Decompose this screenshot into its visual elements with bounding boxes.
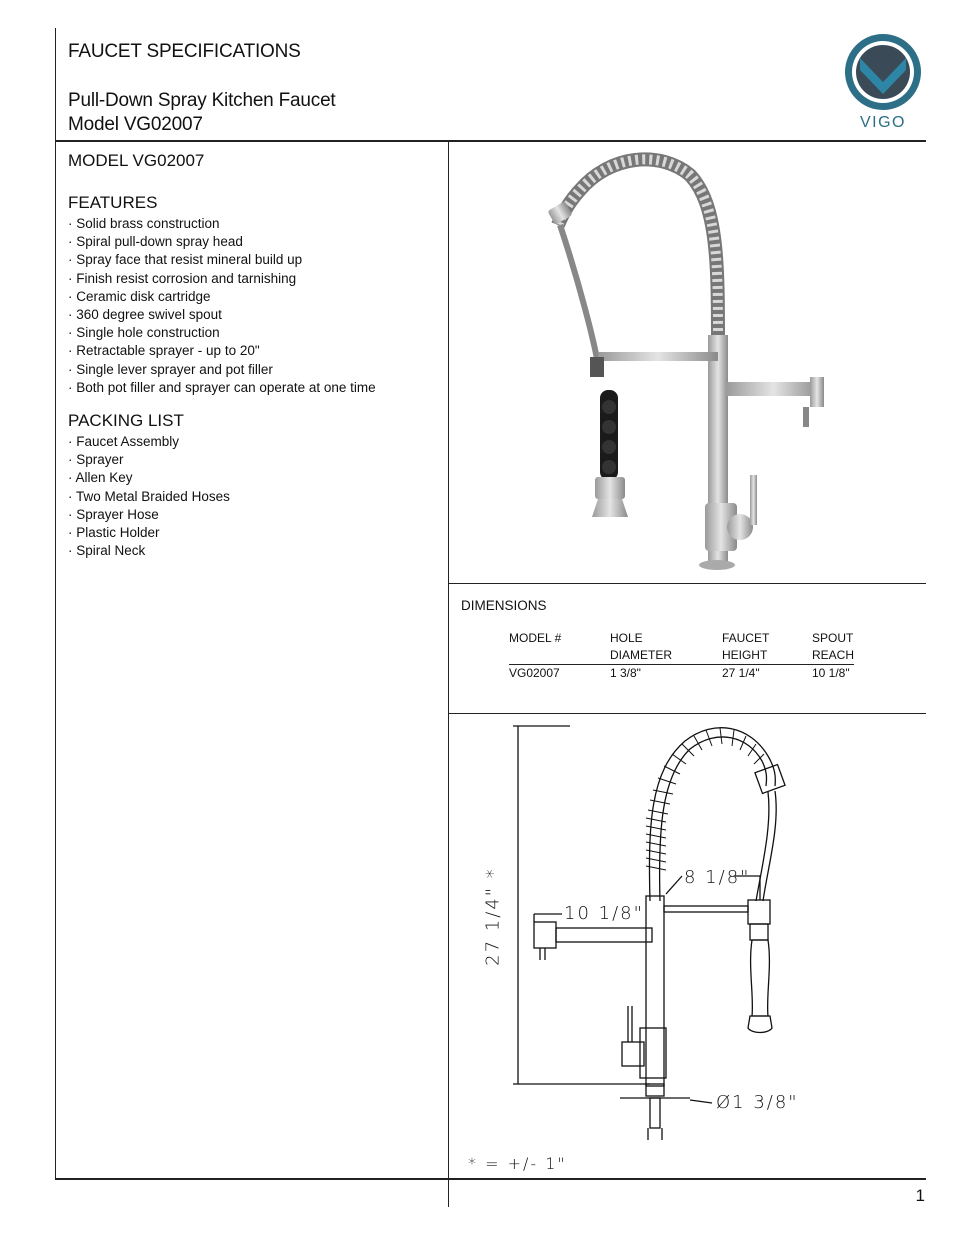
list-item: · Spray face that resist mineral build up: [68, 251, 438, 269]
table-row: [509, 665, 854, 683]
dimensions-table: [509, 630, 854, 682]
technical-drawing: [450, 716, 926, 1176]
column-header: MODEL #: [509, 631, 562, 645]
table-header-row: [509, 630, 854, 665]
column-header: FAUCET HEIGHT: [721, 631, 770, 662]
list-item: · Single lever sprayer and pot filler: [68, 361, 438, 379]
list-item: · Sprayer Hose: [68, 506, 438, 524]
list-item: · Spiral pull-down spray head: [68, 233, 438, 251]
list-item: · Allen Key: [68, 469, 438, 487]
photo-bottom-rule: [448, 583, 926, 584]
list-item: · 360 degree swivel spout: [68, 306, 438, 324]
features-list: [68, 215, 438, 397]
table-cell: 10 1/8": [811, 666, 850, 680]
document-title: FAUCET SPECIFICATIONS: [68, 41, 301, 62]
footer-rule: [55, 1178, 926, 1180]
hole-diameter-label: Ø1 3/8": [716, 1092, 799, 1113]
page-number: 1: [915, 1186, 925, 1205]
column-divider-line: [448, 141, 449, 1207]
table-cell: 1 3/8": [609, 666, 641, 680]
reach-dimension-label: 10 1/8": [564, 903, 644, 924]
sprayer-dimension-label: 8 1/8": [684, 867, 751, 888]
list-item: · Finish resist corrosion and tarnishing: [68, 270, 438, 288]
list-item: · Single hole construction: [68, 324, 438, 342]
list-item: · Two Metal Braided Hoses: [68, 488, 438, 506]
packing-heading: PACKING LIST: [68, 411, 184, 431]
technical-drawing-lines: [450, 716, 926, 1176]
tolerance-note: * = +/- 1": [468, 1154, 567, 1173]
list-item: · Faucet Assembly: [68, 433, 438, 451]
logo-text: VIGO: [859, 114, 906, 131]
faucet-photo-illustration: [540, 145, 840, 575]
model-line: Model VG02007: [68, 114, 203, 135]
left-column: [68, 151, 438, 560]
packing-list: [68, 433, 438, 560]
list-item: · Sprayer: [68, 451, 438, 469]
model-heading: MODEL VG02007: [68, 151, 205, 170]
list-item: · Solid brass construction: [68, 215, 438, 233]
product-name: Pull-Down Spray Kitchen Faucet: [68, 90, 336, 111]
column-header: SPOUT REACH: [811, 631, 854, 662]
list-item: · Retractable sprayer - up to 20": [68, 342, 438, 360]
table-cell: VG02007: [509, 666, 560, 680]
vigo-logo: [838, 30, 928, 134]
dimensions-heading: DIMENSIONS: [461, 598, 547, 613]
list-item: · Spiral Neck: [68, 542, 438, 560]
faucet-photo: [540, 145, 840, 575]
table-cell: 27 1/4": [721, 666, 760, 680]
height-dimension-label: 27 1/4" *: [482, 867, 504, 966]
column-header: HOLE DIAMETER: [609, 631, 672, 662]
left-border-line: [55, 28, 56, 1180]
list-item: · Both pot filler and sprayer can operate at one time: [68, 379, 438, 397]
list-item: · Ceramic disk cartridge: [68, 288, 438, 306]
header-rule: [55, 140, 926, 142]
list-item: · Plastic Holder: [68, 524, 438, 542]
vigo-logo-mark: [838, 30, 928, 114]
features-heading: FEATURES: [68, 193, 158, 212]
dimensions-bottom-rule: [448, 713, 926, 714]
